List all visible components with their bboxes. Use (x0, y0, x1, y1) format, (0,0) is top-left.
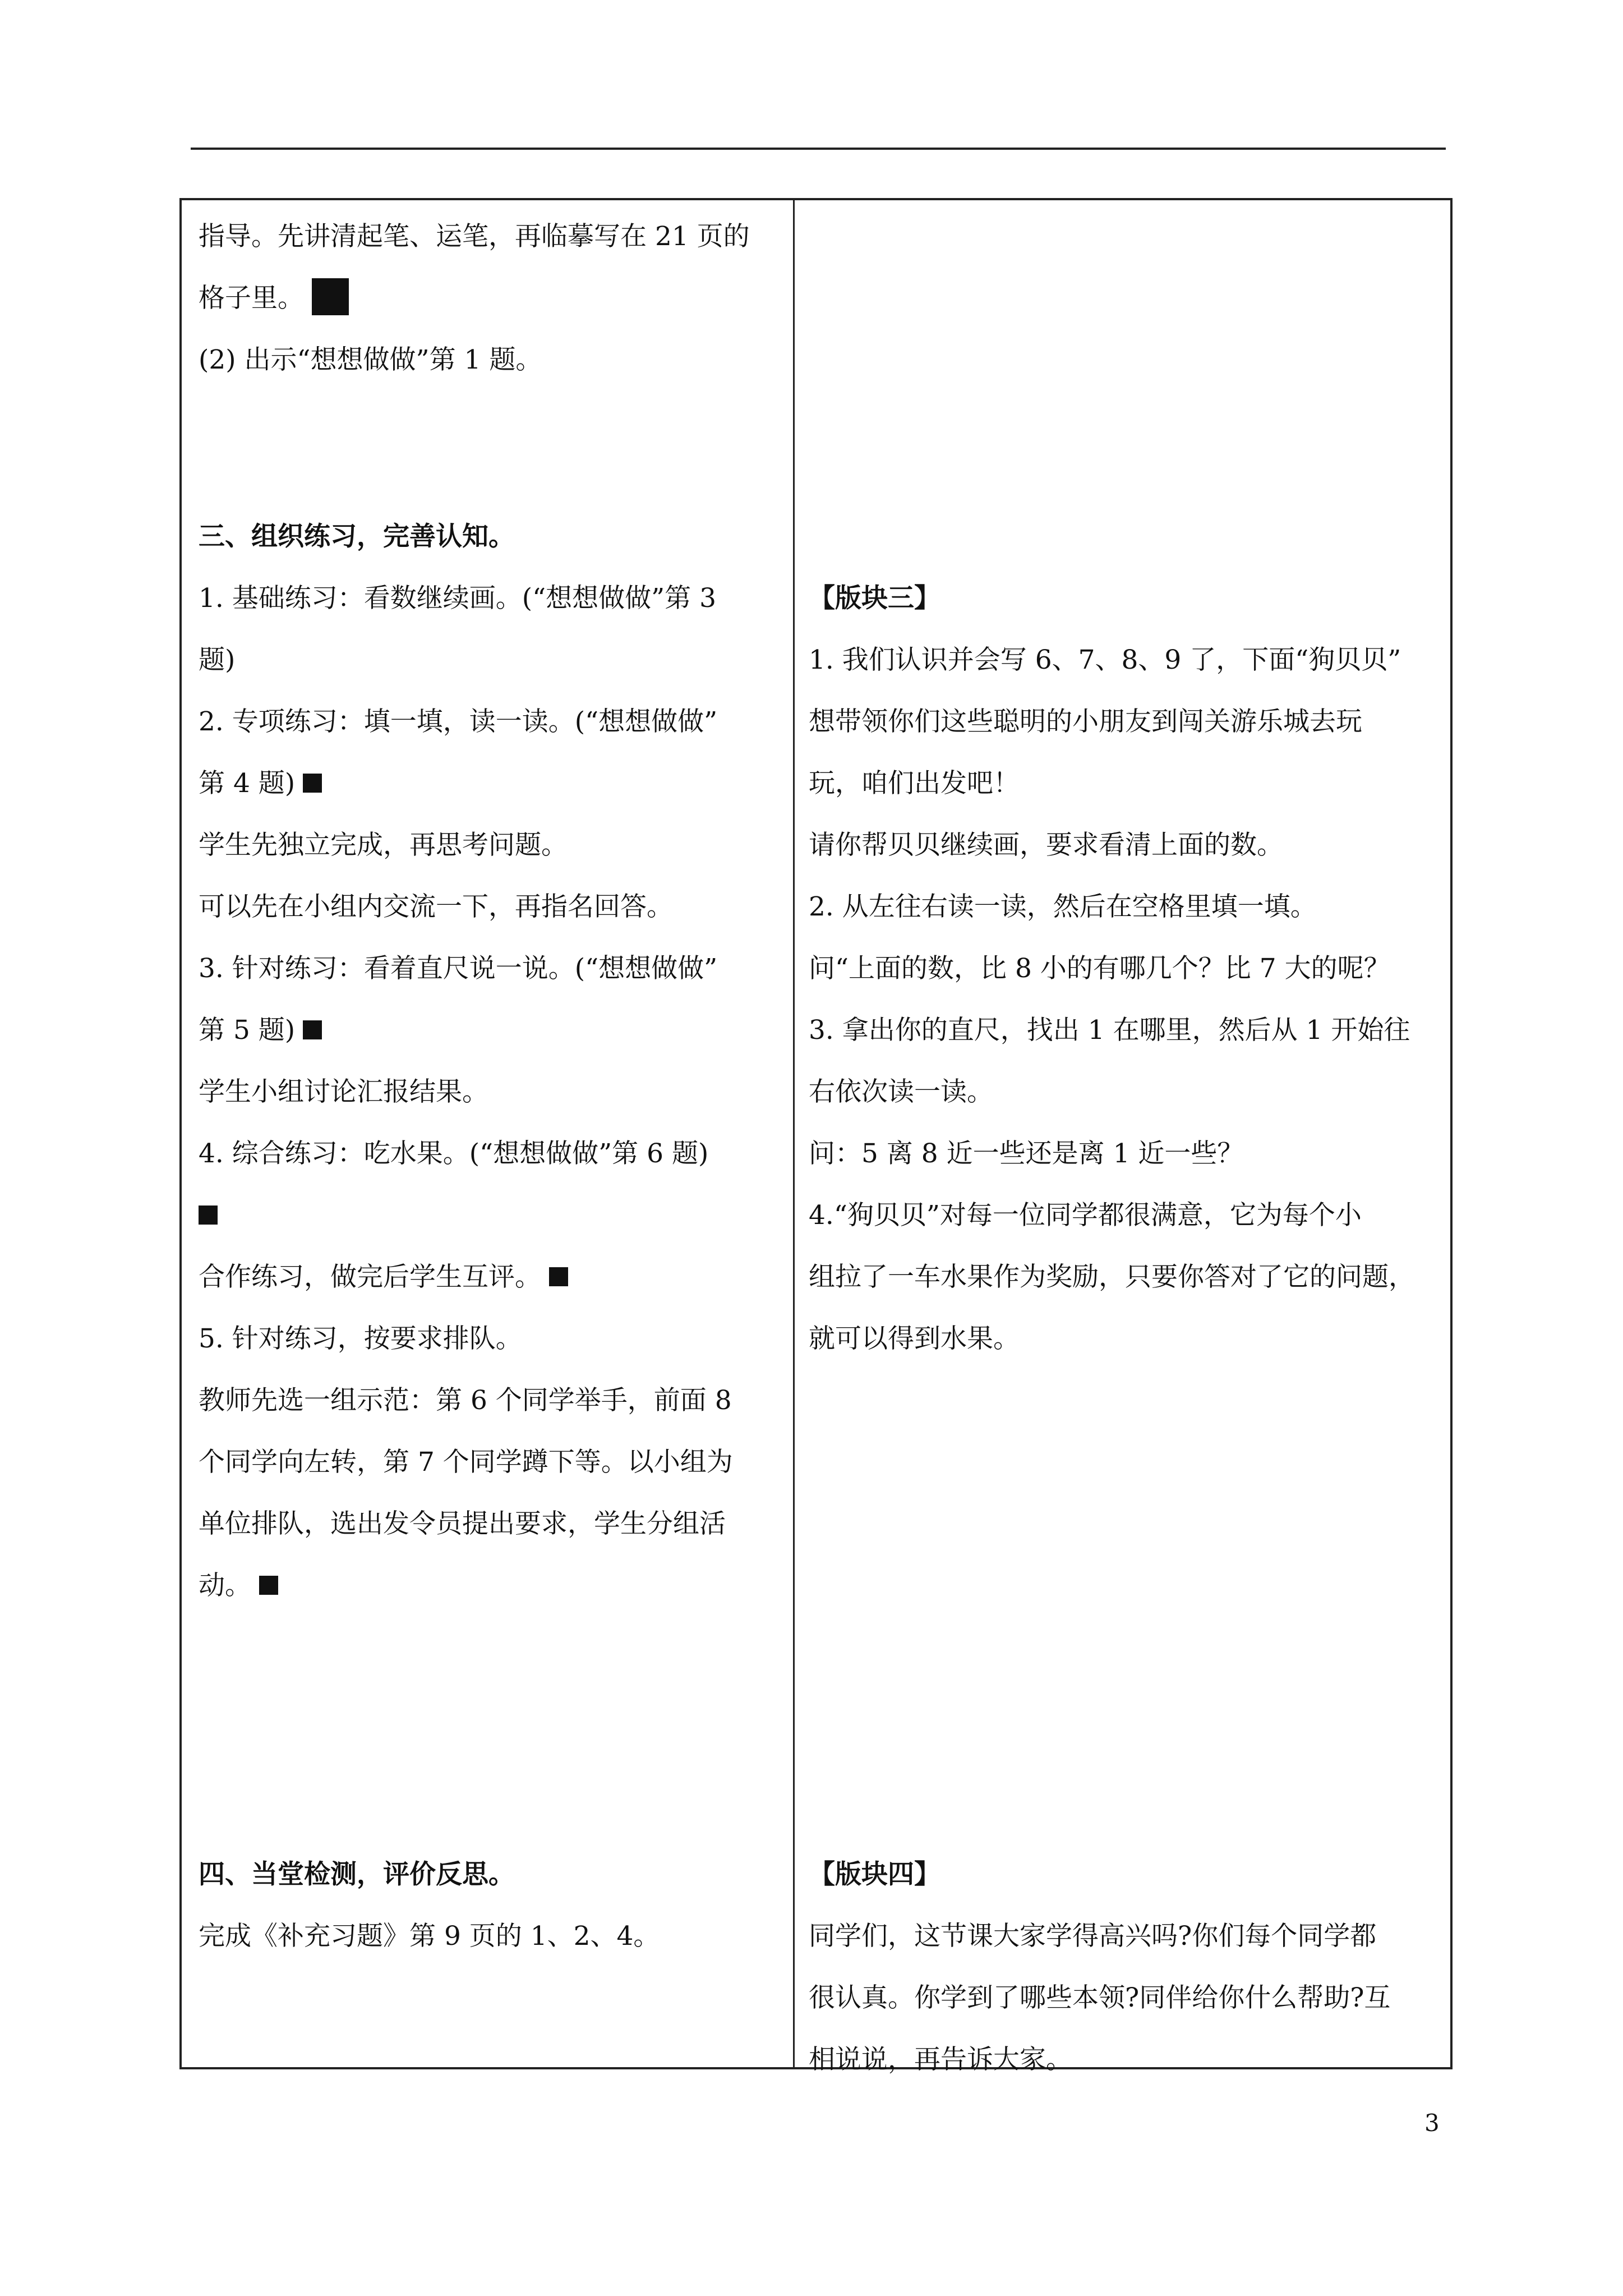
line-text: 指导。先讲清起笔、运笔，再临摹写在 21 页的 (199, 221, 750, 252)
line-text: 动。 (199, 1570, 251, 1601)
text-line (199, 279, 349, 319)
text-line (199, 1504, 726, 1544)
line-text: 1. 基础练习：看数继续画。(“想想做做”第 3 (199, 583, 717, 614)
line-text: 教师先选一组示范：第 6 个同学举手，前面 8 (199, 1385, 732, 1416)
text-line (809, 641, 1401, 680)
text-line (809, 1011, 1410, 1050)
line-text: 想带领你们这些聪明的小朋友到闯关游乐城去玩 (809, 706, 1362, 737)
text-line (199, 764, 322, 803)
line-text: 合作练习，做完后学生互评。 (199, 1262, 541, 1292)
header-rule (191, 148, 1446, 150)
placeholder-image-icon (303, 1020, 322, 1039)
line-text: 组拉了一车水果作为奖励，只要你答对了它的问题， (809, 1262, 1415, 1292)
line-text: 很认真。你学到了哪些本领?同伴给你什么帮助?互 (809, 1982, 1391, 2013)
line-text: 玩，咱们出发吧！ (809, 768, 1020, 799)
section-heading (809, 1855, 940, 1894)
line-text: 4. 综合练习：吃水果。(“想想做做”第 6 题) (199, 1138, 709, 1169)
line-text: 问：5 离 8 近一些还是离 1 近一些？ (809, 1138, 1244, 1169)
placeholder-image-icon (549, 1267, 568, 1286)
line-text: 就可以得到水果。 (809, 1323, 1020, 1354)
line-text: 2. 从左往右读一读，然后在空格里填一填。 (809, 891, 1317, 922)
line-text: 1. 我们认识并会写 6、7、8、9 了，下面“狗贝贝” (809, 645, 1401, 675)
text-line (809, 1258, 1415, 1297)
line-text: 个同学向左转，第 7 个同学蹲下等。以小组为 (199, 1447, 733, 1478)
text-line (199, 887, 673, 927)
text-line (199, 702, 717, 742)
text-line (809, 1196, 1362, 1235)
text-line (199, 1073, 488, 1112)
placeholder-image-icon (312, 278, 349, 315)
text-line (809, 1073, 993, 1112)
text-line (199, 341, 542, 380)
line-text: 右依次读一读。 (809, 1076, 993, 1107)
text-line (809, 1134, 1243, 1174)
line-text: 第 4 题) (199, 768, 296, 799)
text-line (199, 1258, 568, 1297)
text-line (199, 949, 717, 988)
text-line (809, 2040, 1072, 2079)
text-line (199, 1381, 732, 1420)
section-heading (199, 1855, 515, 1894)
text-line (809, 1978, 1390, 2018)
text-line (199, 1566, 278, 1605)
line-text: 【版块三】 (809, 583, 940, 614)
placeholder-image-icon (303, 774, 322, 793)
text-line (199, 641, 235, 680)
text-line (809, 702, 1362, 742)
line-text: 四、当堂检测，评价反思。 (199, 1859, 515, 1890)
line-text: 3. 拿出你的直尺，找出 1 在哪里，然后从 1 开始往 (809, 1015, 1410, 1046)
line-text: 4.“狗贝贝”对每一位同学都很满意，它为每个小 (809, 1200, 1362, 1231)
line-text: 单位排队，选出发令员提出要求，学生分组活 (199, 1508, 726, 1539)
line-text: 格子里。 (199, 283, 304, 314)
line-text: 【版块四】 (809, 1859, 940, 1890)
text-line (809, 949, 1390, 988)
line-text: 第 5 题) (199, 1015, 296, 1046)
text-line (809, 887, 1317, 927)
text-line (199, 1319, 522, 1359)
text-line (199, 826, 568, 865)
column-divider (793, 200, 795, 2067)
line-text: 学生先独立完成，再思考问题。 (199, 830, 568, 861)
text-line (199, 1443, 733, 1482)
line-text: 三、组织练习，完善认知。 (199, 521, 515, 552)
text-line (809, 764, 1020, 803)
text-line (199, 1917, 660, 1956)
line-text: 3. 针对练习：看着直尺说一说。(“想想做做” (199, 953, 718, 984)
line-text: 可以先在小组内交流一下，再指名回答。 (199, 891, 673, 922)
line-text: (2) 出示“想想做做”第 1 题。 (199, 344, 542, 375)
line-text: 5. 针对练习，按要求排队。 (199, 1323, 522, 1354)
section-heading (199, 517, 515, 556)
placeholder-image-icon (199, 1205, 218, 1225)
text-line (809, 1917, 1376, 1956)
line-text: 2. 专项练习：填一填，读一读。(“想想做做” (199, 706, 718, 737)
line-text: 完成《补充习题》第 9 页的 1、2、4。 (199, 1921, 660, 1952)
text-line (199, 1196, 218, 1235)
placeholder-image-icon (259, 1576, 278, 1595)
line-text: 请你帮贝贝继续画，要求看清上面的数。 (809, 830, 1283, 861)
text-line (199, 217, 750, 256)
line-text: 同学们，这节课大家学得高兴吗?你们每个同学都 (809, 1921, 1377, 1952)
text-line (199, 1134, 708, 1174)
text-line (199, 579, 716, 618)
lesson-table (179, 198, 1453, 2075)
line-text: 题) (199, 645, 236, 675)
text-line (809, 826, 1283, 865)
section-heading (809, 579, 940, 618)
page-number: 3 (1424, 2109, 1440, 2137)
text-line (199, 1011, 322, 1050)
line-text: 相说说，再告诉大家。 (809, 2044, 1072, 2075)
line-text: 学生小组讨论汇报结果。 (199, 1076, 488, 1107)
line-text: 问“上面的数，比 8 小的有哪几个？比 7 大的呢？ (809, 953, 1390, 984)
text-line (809, 1319, 1020, 1359)
